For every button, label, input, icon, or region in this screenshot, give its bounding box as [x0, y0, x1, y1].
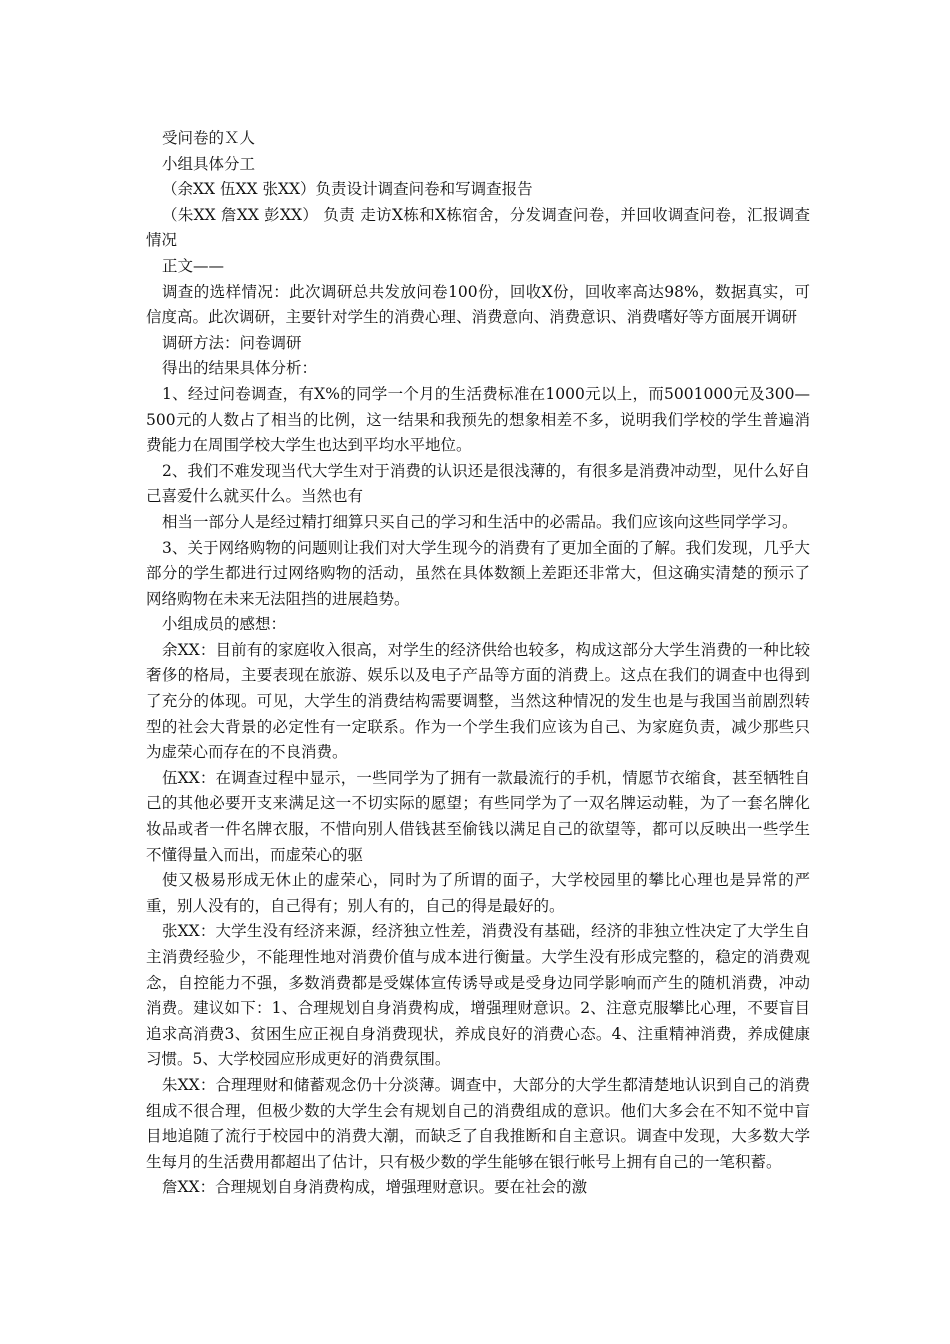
paragraph-reflections-heading: 小组成员的感想：: [162, 615, 287, 634]
paragraph-reflection-wu-cont: 使又极易形成无休止的虚荣心，同时为了所谓的面子，大学校园里的攀比心理也是异常的严重，别人没有的，自己得有；别人有的，自己的得是最好的。: [146, 871, 810, 915]
paragraph-analysis-heading: 得出的结果具体分析：: [162, 359, 318, 378]
paragraph-reflection-zhu: 朱XX：合理理财和储蓄观念仍十分淡薄。调查中，大部分的大学生都清楚地认识到自己的消费组成不很合理，但极少数的大学生会有规划自己的消费组成的意识。他们大多会在不知不觉中盲目地追随了流行于校园中的消费大潮，而缺乏了自我推断和自主意识。调查中发现，大多数大学生每月的生活费用都超出了估计，只有极少数的学生能够在银行帐号上拥有自己的一笔积蓄。: [146, 1075, 810, 1171]
paragraph-sample-situation: 调查的选样情况：此次调研总共发放问卷100份，回收X份，回收率高达98%，数据真实，可信度高。此次调研，主要针对学生的消费心理、消费意向、消费意识、消费嗜好等方面展开调研: [146, 282, 810, 327]
paragraph-reflection-zhang: 张XX：大学生没有经济来源，经济独立性差，消费没有基础，经济的非独立性决定了大学生自主消费经验少，不能理性地对消费价值与成本进行衡量。大学生没有形成完整的，稳定的消费观念，自控能力不强，多数消费都是受媒体宣传诱导或是受身边同学影响而产生的随机消费，冲动消费。建议如下：1、合理规划自身消费构成，增强理财意识。2、注意克服攀比心理，不要盲目追求高消费3、贫困生应正视自身消费现状，养成良好的消费心态。4、注重精神消费，养成健康习惯。5、大学校园应形成更好的消费氛围。: [146, 922, 810, 1069]
paragraph-analysis-2-cont: 相当一部分人是经过精打细算只买自己的学习和生活中的必需品。我们应该向这些同学学习。: [162, 512, 798, 531]
paragraph-method: 调研方法：问卷调研: [162, 333, 302, 352]
document-body: [146, 126, 810, 1201]
paragraph-main-heading: 正文——: [162, 256, 225, 275]
paragraph-reflection-yu: 余XX：目前有的家庭收入很高，对学生的经济供给也较多，构成这部分大学生消费的一种比较奢侈的格局，主要表现在旅游、娱乐以及电子产品等方面的消费上。这点在我们的调查中也得到了充分的体现。可见，大学生的消费结构需要调整，当然这种情况的发生也是与我国当前剧烈转型的社会大背景的必定性有一定联系。作为一个学生我们应该为自己、为家庭负责，减少那些只为虚荣心而存在的不良消费。: [146, 640, 810, 762]
paragraph-division-heading: 小组具体分工: [162, 154, 256, 173]
paragraph-division-group-a: （余XX 伍XX 张XX）负责设计调查问卷和写调查报告: [162, 180, 533, 199]
paragraph-reflection-zhan: 詹XX：合理规划自身消费构成，增强理财意识。要在社会的激: [162, 1178, 588, 1197]
paragraph-analysis-1: 1、经过问卷调查，有X%的同学一个月的生活费标准在1000元以上，而5001000元及300—500元的人数占了相当的比例，这一结果和我预先的想象相差不多，说明我们学校的学生普遍消费能力在周围学校大学生也达到平均水平地位。: [146, 384, 810, 455]
paragraph-respondents: 受问卷的Ｘ人: [162, 129, 256, 147]
paragraph-reflection-wu: 伍XX：在调查过程中显示，一些同学为了拥有一款最流行的手机，情愿节衣缩食，甚至牺牲自己的其他必要开支来满足这一不切实际的愿望；有些同学为了一双名牌运动鞋，为了一套名牌化妆品或者一件名牌衣服，不惜向别人借钱甚至偷钱以满足自己的欲望等，都可以反映出一些学生不懂得量入而出，而虚荣心的驱: [146, 768, 810, 864]
paragraph-analysis-3: 3、关于网络购物的问题则让我们对大学生现今的消费有了更加全面的了解。我们发现，几乎大部分的学生都进行过网络购物的活动，虽然在具体数额上差距还非常大，但这确实清楚的预示了网络购物在未来无法阻挡的进展趋势。: [146, 538, 810, 608]
paragraph-division-group-b: （朱XX 詹XX 彭XX） 负责 走访X栋和X栋宿舍，分发调查问卷，并回收调查问卷，汇报调查情况: [146, 205, 810, 250]
paragraph-analysis-2: 2、我们不难发现当代大学生对于消费的认识还是很浅薄的，有很多是消费冲动型，见什么好自己喜爱什么就买什么。当然也有: [146, 461, 810, 506]
